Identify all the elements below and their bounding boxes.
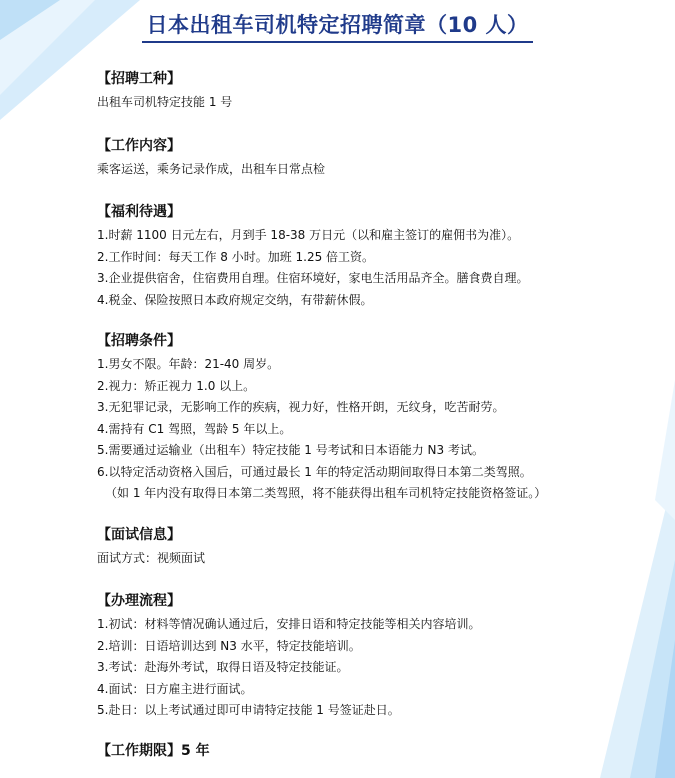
section-line: 乘客运送，乘务记录作成，出租车日常点检 — [97, 162, 326, 176]
section-line: 5.赴日：以上考试通过即可申请特定技能 1 号签证赴日。 — [97, 703, 400, 717]
section-heading: 【福利待遇】 — [97, 204, 181, 220]
section-line: 2.视力：矫正视力 1.0 以上。 — [97, 378, 256, 393]
section-line: 2.工作时间：每天工作 8 小时。加班 1.25 倍工资。 — [97, 249, 375, 264]
section-job-type — [97, 70, 657, 114]
section-line: 1.男女不限。年龄：21-40 周岁。 — [97, 357, 280, 371]
section-work-term — [97, 742, 657, 764]
section-heading: 【办理流程】 — [97, 593, 181, 609]
section-line: 4.税金、保险按照日本政府规定交纳，有带薪休假。 — [97, 292, 373, 307]
section-line: 4.需持有 C1 驾照，驾龄 5 年以上。 — [97, 421, 292, 436]
section-heading: 【招聘条件】 — [97, 333, 181, 349]
section-line: 3.企业提供宿舍，住宿费用自理。住宿环境好，家电生活用品齐全。膳食费自理。 — [97, 271, 529, 285]
section-line: 6.以特定活动资格入国后，可通过最长 1 年的特定活动期间取得日本第二类驾照。 — [97, 464, 532, 479]
section-line: 2.培训：日语培训达到 N3 水平，特定技能培训。 — [97, 638, 361, 653]
section-heading: 【面试信息】 — [97, 527, 181, 543]
section-line: 面试方式：视频面试 — [97, 551, 206, 565]
section-process — [97, 592, 657, 722]
section-requirements — [97, 332, 657, 505]
document-title — [0, 9, 675, 43]
section-line: 1.初试：材料等情况确认通过后，安排日语和特定技能等相关内容培训。 — [97, 617, 481, 631]
document-title-text: 日本出租车司机特定招聘简章（10 人） — [142, 9, 532, 43]
section-line: 出租车司机特定技能 1 号 — [97, 95, 233, 109]
section-benefits — [97, 203, 657, 311]
section-interview — [97, 526, 657, 570]
section-heading: 【招聘工种】 — [97, 71, 181, 87]
section-job-content — [97, 137, 657, 181]
section-line: 3.考试：赴海外考试，取得日语及特定技能证。 — [97, 660, 349, 674]
section-line-note: （如 1 年内没有取得日本第二类驾照，将不能获得出租车司机特定技能资格签证。） — [105, 486, 547, 500]
section-line: 4.面试：日方雇主进行面试。 — [97, 681, 253, 696]
section-line: 3.无犯罪记录，无影响工作的疾病，视力好，性格开朗，无纹身，吃苦耐劳。 — [97, 400, 505, 414]
section-heading: 【工作期限】5 年 — [97, 743, 210, 759]
section-line: 5.需要通过运输业（出租车）特定技能 1 号考试和日本语能力 N3 考试。 — [97, 443, 484, 457]
section-line: 1.时薪 1100 日元左右，月到手 18-38 万日元（以和雇主签订的雇佣书为准）。 — [97, 228, 520, 242]
section-heading: 【工作内容】 — [97, 138, 181, 154]
